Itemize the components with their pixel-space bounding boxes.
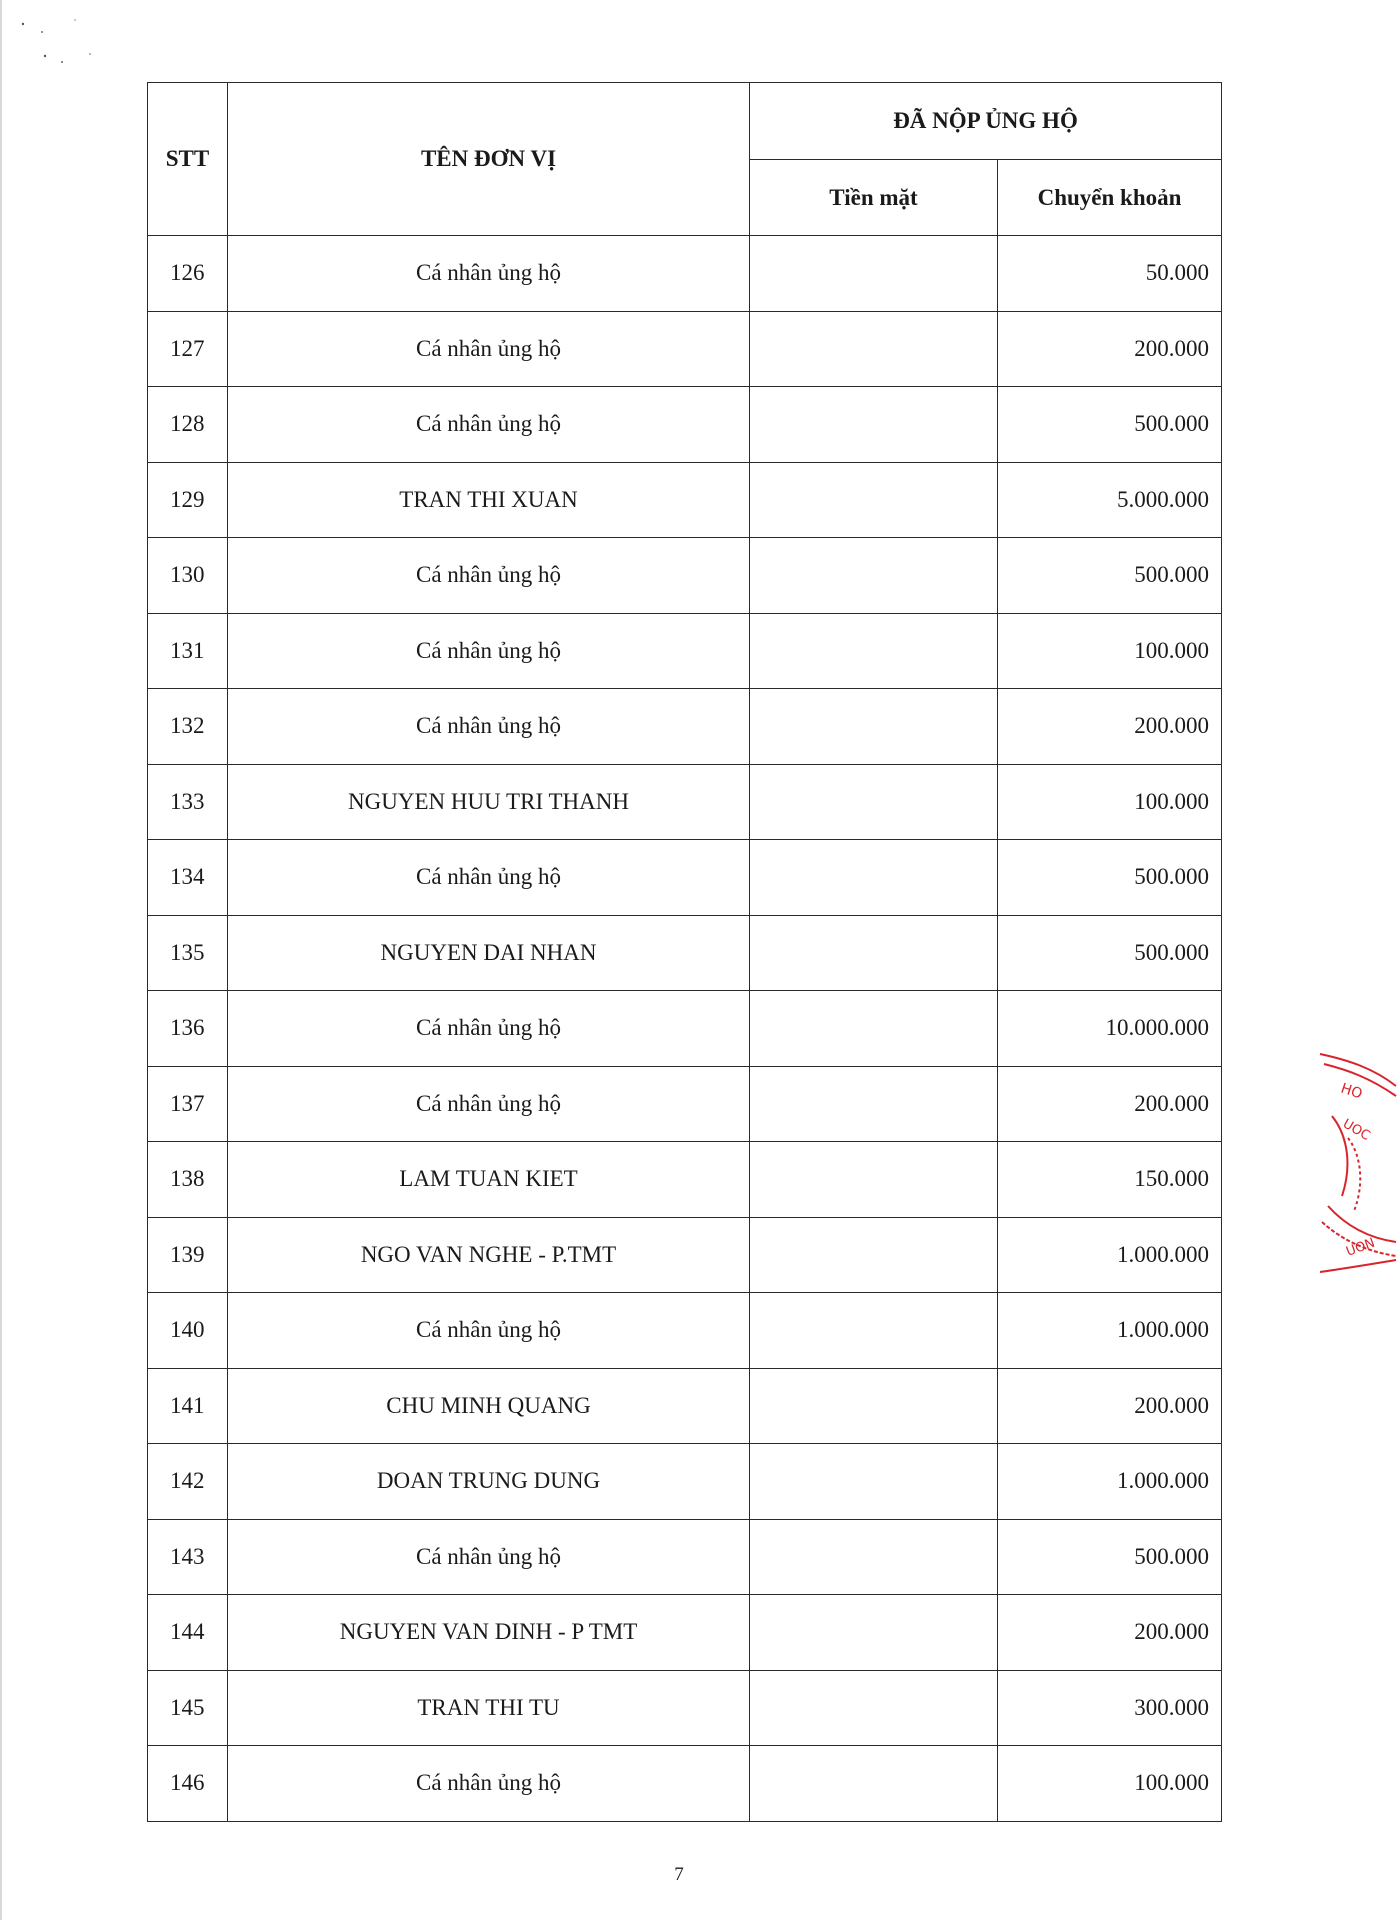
row-transfer: 500.000 <box>998 840 1222 916</box>
table-row <box>148 387 1222 463</box>
table-row <box>148 1217 1222 1293</box>
row-stt: 136 <box>148 991 228 1067</box>
red-stamp-fragment <box>1318 1046 1398 1286</box>
row-unit-name: Cá nhân ủng hộ <box>228 1066 750 1142</box>
row-cash <box>750 1142 998 1218</box>
row-cash <box>750 840 998 916</box>
row-transfer: 200.000 <box>998 689 1222 765</box>
row-stt: 131 <box>148 613 228 689</box>
row-stt: 138 <box>148 1142 228 1218</box>
row-unit-name: NGO VAN NGHE - P.TMT <box>228 1217 750 1293</box>
table-row <box>148 311 1222 387</box>
page-number: 7 <box>674 1864 684 1885</box>
row-stt: 140 <box>148 1293 228 1369</box>
row-transfer: 500.000 <box>998 1519 1222 1595</box>
table-row <box>148 236 1222 312</box>
row-transfer: 5.000.000 <box>998 462 1222 538</box>
row-stt: 134 <box>148 840 228 916</box>
row-stt: 146 <box>148 1746 228 1822</box>
row-cash <box>750 1293 998 1369</box>
row-stt: 141 <box>148 1368 228 1444</box>
row-stt: 128 <box>148 387 228 463</box>
row-cash <box>750 915 998 991</box>
row-stt: 142 <box>148 1444 228 1520</box>
row-unit-name: Cá nhân ủng hộ <box>228 840 750 916</box>
row-cash <box>750 1746 998 1822</box>
svg-text:HO: HO <box>1338 1080 1365 1103</box>
row-cash <box>750 1217 998 1293</box>
row-unit-name: Cá nhân ủng hộ <box>228 991 750 1067</box>
table-row <box>148 1595 1222 1671</box>
table-body <box>148 236 1222 1822</box>
row-cash <box>750 991 998 1067</box>
row-cash <box>750 538 998 614</box>
row-unit-name: LAM TUAN KIET <box>228 1142 750 1218</box>
row-transfer: 50.000 <box>998 236 1222 312</box>
row-unit-name: CHU MINH QUANG <box>228 1368 750 1444</box>
table-row <box>148 462 1222 538</box>
table-row <box>148 1368 1222 1444</box>
table-row <box>148 1066 1222 1142</box>
table-row <box>148 840 1222 916</box>
scan-specks <box>20 18 100 88</box>
row-cash <box>750 236 998 312</box>
row-stt: 139 <box>148 1217 228 1293</box>
row-stt: 137 <box>148 1066 228 1142</box>
row-transfer: 500.000 <box>998 538 1222 614</box>
row-unit-name: NGUYEN VAN DINH - P TMT <box>228 1595 750 1671</box>
row-cash <box>750 613 998 689</box>
row-cash <box>750 1444 998 1520</box>
table-row <box>148 1444 1222 1520</box>
row-cash <box>750 689 998 765</box>
row-cash <box>750 1066 998 1142</box>
row-unit-name: DOAN TRUNG DUNG <box>228 1444 750 1520</box>
svg-text:UON: UON <box>1344 1235 1378 1260</box>
row-transfer: 200.000 <box>998 1595 1222 1671</box>
table-row <box>148 1746 1222 1822</box>
header-unit-name: TÊN ĐƠN VỊ <box>228 83 750 236</box>
row-transfer: 150.000 <box>998 1142 1222 1218</box>
table-row <box>148 1142 1222 1218</box>
row-transfer: 500.000 <box>998 387 1222 463</box>
row-cash <box>750 1368 998 1444</box>
row-cash <box>750 764 998 840</box>
row-transfer: 200.000 <box>998 311 1222 387</box>
row-unit-name: TRAN THI XUAN <box>228 462 750 538</box>
row-unit-name: Cá nhân ủng hộ <box>228 538 750 614</box>
page-edge <box>0 0 2 1920</box>
table-row <box>148 1293 1222 1369</box>
donation-table <box>147 82 1222 1822</box>
header-transfer: Chuyển khoản <box>998 160 1222 236</box>
row-unit-name: NGUYEN DAI NHAN <box>228 915 750 991</box>
table-row <box>148 915 1222 991</box>
row-cash <box>750 387 998 463</box>
row-unit-name: NGUYEN HUU TRI THANH <box>228 764 750 840</box>
svg-text:UOC: UOC <box>1340 1116 1373 1144</box>
row-unit-name: Cá nhân ủng hộ <box>228 1746 750 1822</box>
row-unit-name: Cá nhân ủng hộ <box>228 1519 750 1595</box>
row-transfer: 1.000.000 <box>998 1217 1222 1293</box>
row-transfer: 200.000 <box>998 1368 1222 1444</box>
donation-table-container <box>147 82 1222 1822</box>
table-row <box>148 1670 1222 1746</box>
row-stt: 129 <box>148 462 228 538</box>
row-unit-name: TRAN THI TU <box>228 1670 750 1746</box>
row-transfer: 100.000 <box>998 1746 1222 1822</box>
row-unit-name: Cá nhân ủng hộ <box>228 613 750 689</box>
row-stt: 127 <box>148 311 228 387</box>
header-donated: ĐÃ NỘP ỦNG HỘ <box>750 83 1222 160</box>
row-cash <box>750 1670 998 1746</box>
row-stt: 126 <box>148 236 228 312</box>
table-row <box>148 991 1222 1067</box>
table-row <box>148 1519 1222 1595</box>
row-transfer: 1.000.000 <box>998 1444 1222 1520</box>
header-cash: Tiền mặt <box>750 160 998 236</box>
row-unit-name: Cá nhân ủng hộ <box>228 311 750 387</box>
row-unit-name: Cá nhân ủng hộ <box>228 236 750 312</box>
table-row <box>148 538 1222 614</box>
row-cash <box>750 311 998 387</box>
row-stt: 130 <box>148 538 228 614</box>
row-transfer: 1.000.000 <box>998 1293 1222 1369</box>
row-unit-name: Cá nhân ủng hộ <box>228 689 750 765</box>
row-cash <box>750 462 998 538</box>
row-cash <box>750 1595 998 1671</box>
row-stt: 145 <box>148 1670 228 1746</box>
table-row <box>148 613 1222 689</box>
row-transfer: 100.000 <box>998 613 1222 689</box>
row-transfer: 10.000.000 <box>998 991 1222 1067</box>
row-cash <box>750 1519 998 1595</box>
header-stt: STT <box>148 83 228 236</box>
table-row <box>148 689 1222 765</box>
row-unit-name: Cá nhân ủng hộ <box>228 387 750 463</box>
row-stt: 132 <box>148 689 228 765</box>
row-unit-name: Cá nhân ủng hộ <box>228 1293 750 1369</box>
row-stt: 144 <box>148 1595 228 1671</box>
row-stt: 135 <box>148 915 228 991</box>
row-transfer: 500.000 <box>998 915 1222 991</box>
row-transfer: 100.000 <box>998 764 1222 840</box>
row-transfer: 300.000 <box>998 1670 1222 1746</box>
row-transfer: 200.000 <box>998 1066 1222 1142</box>
row-stt: 133 <box>148 764 228 840</box>
row-stt: 143 <box>148 1519 228 1595</box>
table-row <box>148 764 1222 840</box>
